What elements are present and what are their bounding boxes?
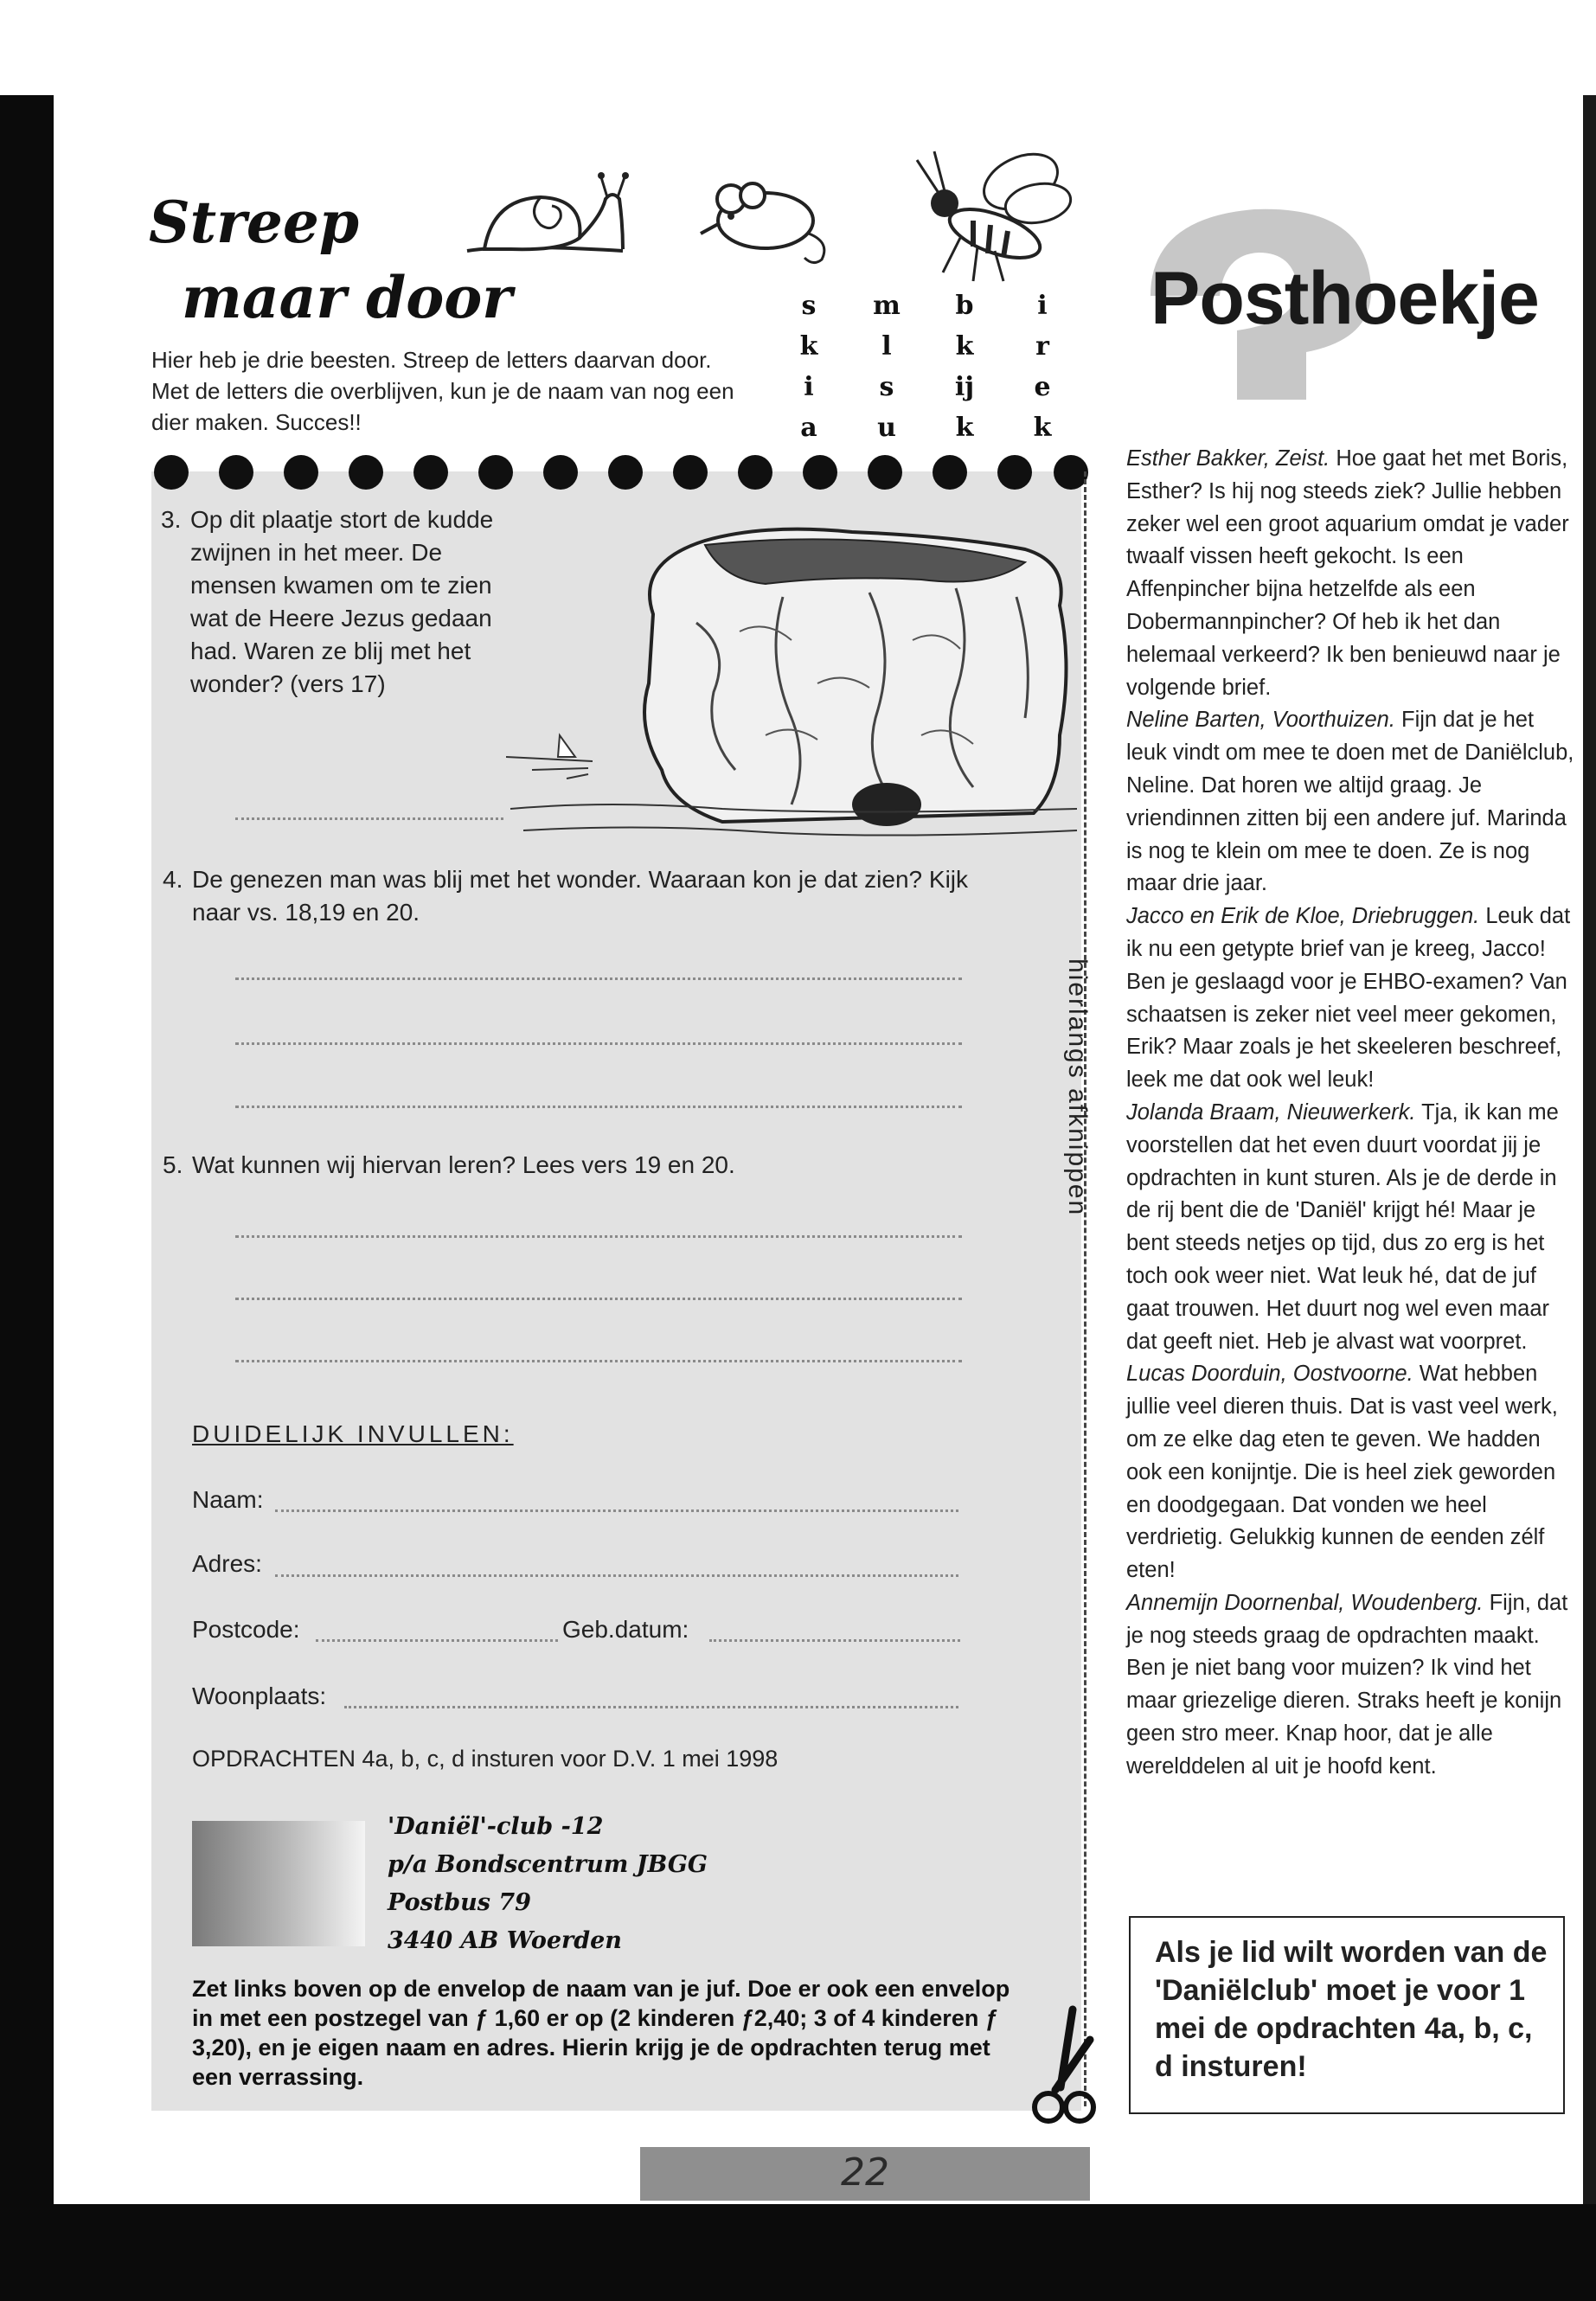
question-4 xyxy=(163,863,988,929)
answer-line-4a[interactable] xyxy=(235,977,962,980)
question-number: 5. xyxy=(163,1151,183,1178)
answer-line-4c[interactable] xyxy=(235,1106,962,1108)
mailing-address xyxy=(388,1808,708,1960)
letter-author: Neline Barten, Voorthuizen. xyxy=(1126,708,1395,733)
name-label: Naam: xyxy=(192,1486,264,1513)
letter-reply: Leuk dat ik nu een getypte brief van je kreeg, Jacco! Ben je geslaagd voor je EHBO-examen? Van schaatsen is zeker niet veel meer gekomen, Erik? Maar zoals je het skeeleren beschreef, leek me dat ook wel leuk! xyxy=(1126,904,1571,1093)
letter-cell: e xyxy=(1034,372,1051,402)
divider-dot xyxy=(154,455,189,490)
letter-reply: Fijn, dat je nog steeds graag de opdrachten maakt. Ben je niet bang voor muizen? Ik vind het maar griezelige dieren. Straks heeft je konijn geen stro meer. Knap hoor, dat je alle werelddelen al uit je hoofd kent. xyxy=(1126,1590,1568,1779)
address-label: Adres: xyxy=(192,1550,262,1577)
page-number-bar xyxy=(640,2147,1090,2201)
letter-entry xyxy=(1126,1097,1576,1358)
letter-column-4 xyxy=(1016,285,1068,448)
scan-right-border xyxy=(1583,95,1596,2206)
birthdate-field[interactable] xyxy=(709,1639,960,1642)
letter-author: Jolanda Braam, Nieuwerkerk. xyxy=(1126,1099,1416,1125)
bee-icon xyxy=(891,134,1090,285)
divider-dot xyxy=(608,455,643,490)
letter-entry xyxy=(1126,901,1576,1097)
puzzle-intro: Hier heb je drie beesten. Streep de letters daarvan door. Met de letters die overblijven, kun je de naam van nog een dier maken. Succes!! xyxy=(151,347,734,435)
form-heading: DUIDELIJK INVULLEN: xyxy=(192,1420,514,1447)
postcode-field[interactable] xyxy=(316,1639,558,1642)
letter-cell: i xyxy=(804,372,814,402)
question-3 xyxy=(161,503,528,701)
address-line: p/a Bondscentrum JBGG xyxy=(388,1851,708,1878)
send-instructions: OPDRACHTEN 4a, b, c, d insturen voor D.V. 1 mei 1998 xyxy=(192,1746,779,1772)
membership-box xyxy=(1129,1916,1565,2114)
letter-cell: i xyxy=(1037,291,1048,321)
question-text: De genezen man was blij met het wonder. Waaraan kon je dat zien? Kijk naar vs. 18,19 en 20. xyxy=(192,866,969,926)
letter-cell: a xyxy=(800,413,817,443)
address-gradient-box xyxy=(192,1821,365,1946)
letter-reply: Fijn dat je het leuk vindt om mee te doen met de Daniëlclub, Neline. Dat horen we altijd graag. Je vriendinnen zitten bij een andere juf. Marinda is nog te klein om mee te doen. Ze is nog maar drie jaar. xyxy=(1126,708,1574,896)
question-number: 4. xyxy=(163,866,183,893)
letter-author: Esther Bakker, Zeist. xyxy=(1126,446,1330,471)
letter-cell: k xyxy=(799,331,818,362)
letter-entry xyxy=(1126,1587,1576,1784)
divider-dot xyxy=(933,455,967,490)
letter-cell: s xyxy=(879,372,894,402)
membership-text: Als je lid wilt worden van de 'Daniëlclub' moet je voor 1 mei de opdrachten 4a, b, c, d insturen! xyxy=(1155,1936,1548,2083)
letter-cell: ij xyxy=(954,372,975,402)
letter-entry xyxy=(1126,704,1576,901)
page-number: 22 xyxy=(841,2150,889,2195)
letter-column-1 xyxy=(783,285,835,448)
letter-cell: l xyxy=(881,331,892,362)
scan-left-border xyxy=(0,95,54,2206)
letters-column xyxy=(1126,443,1576,1784)
letter-cell: k xyxy=(955,331,974,362)
dot-divider xyxy=(154,455,1088,498)
letter-author: Lucas Doorduin, Oostvoorne. xyxy=(1126,1362,1413,1387)
divider-dot xyxy=(868,455,902,490)
letter-entry xyxy=(1126,1358,1576,1587)
divider-dot xyxy=(284,455,318,490)
divider-dot xyxy=(478,455,513,490)
divider-dot xyxy=(673,455,708,490)
scan-bottom-border xyxy=(0,2204,1596,2301)
envelope-footnote: Zet links boven op de envelop de naam van je juf. Doe er ook een envelop in met een postzegel van ƒ 1,60 er op (2 kinderen ƒ2,40; 3 of 4 kinderen ƒ 3,20), en je eigen naam en adres. Hierin krijg je de opdrachten terug met een verrassing. xyxy=(192,1976,1010,2090)
puzzle-title-line1: Streep xyxy=(149,189,360,256)
divider-dot xyxy=(997,455,1032,490)
birthdate-label: Geb.datum: xyxy=(562,1616,689,1643)
address-line: 'Daniël'-club -12 xyxy=(388,1813,604,1840)
letter-cell: r xyxy=(1035,331,1049,362)
question-text: Wat kunnen wij hiervan leren? Lees vers 19 en 20. xyxy=(192,1151,735,1178)
mouse-icon xyxy=(683,173,839,268)
city-field[interactable] xyxy=(344,1706,958,1708)
posthoekje-title: Posthoekje xyxy=(1151,257,1539,340)
question-5 xyxy=(163,1149,988,1182)
letter-cell: m xyxy=(873,291,901,321)
name-field[interactable] xyxy=(275,1509,958,1512)
scissors-icon xyxy=(1019,2005,1106,2126)
letter-author: Annemijn Doornenbal, Woudenberg. xyxy=(1126,1590,1484,1615)
letter-reply: Hoe gaat het met Boris, Esther? Is hij nog steeds ziek? Jullie hebben zeker wel een groot aquarium omdat je vader twaalf vissen heeft gekocht. Is een Affenpincher bijna hetzelfde als een Dobermannpincher? Of heb ik het dan helemaal verkeerd? Ik ben benieuwd naar je volgende brief. xyxy=(1126,446,1569,700)
postcode-label: Postcode: xyxy=(192,1616,300,1643)
divider-dot xyxy=(413,455,448,490)
letter-cell: s xyxy=(801,291,817,321)
divider-dot xyxy=(738,455,772,490)
divider-dot xyxy=(349,455,383,490)
letter-grid xyxy=(783,285,1077,458)
scan-top-margin xyxy=(0,0,1596,95)
letter-reply: Tja, ik kan me voorstellen dat het even duurt voordat jij je opdrachten in kunt sturen. Als je de derde in de rij bent die de 'Daniël' krijgt hé! Maar je bent steeds netjes op tijd, dus zo erg is het toch ook weer niet. Wat leuk hé, dat de juf gaat trouwen. Het duurt nog wel even maar dat geeft niet. Heb je alvast wat voorpret. xyxy=(1126,1099,1559,1354)
letter-column-2 xyxy=(861,285,913,448)
letter-author: Jacco en Erik de Kloe, Driebruggen. xyxy=(1126,904,1480,929)
answer-line-4b[interactable] xyxy=(235,1042,962,1045)
puzzle-title-line2: maar door xyxy=(182,264,513,331)
snail-icon xyxy=(458,164,649,268)
letter-entry xyxy=(1126,443,1576,704)
address-field[interactable] xyxy=(275,1574,958,1577)
divider-dot xyxy=(1054,455,1088,490)
question-text: Op dit plaatje stort de kudde zwijnen in het meer. De mensen kwamen om te zien wat de Heere Jezus gedaan had. Waren ze blij met het wonder? (vers 17) xyxy=(190,506,494,697)
address-line: 3440 AB Woerden xyxy=(388,1927,622,1954)
question-number: 3. xyxy=(161,506,182,533)
cut-line xyxy=(1084,471,1086,2106)
cut-label: hierlangs afknippen xyxy=(1063,958,1092,1217)
divider-dot xyxy=(543,455,578,490)
answer-line-5a[interactable] xyxy=(235,1235,962,1238)
answer-line-5b[interactable] xyxy=(235,1298,962,1300)
divider-dot xyxy=(803,455,837,490)
letter-cell: k xyxy=(955,413,974,443)
address-line: Postbus 79 xyxy=(388,1889,531,1916)
letter-cell: u xyxy=(877,413,896,443)
answer-line-3[interactable] xyxy=(235,817,503,820)
divider-dot xyxy=(219,455,253,490)
cliff-illustration xyxy=(506,510,1086,856)
answer-line-5c[interactable] xyxy=(235,1360,962,1362)
letter-column-3 xyxy=(939,285,990,448)
letter-cell: b xyxy=(955,291,974,321)
letter-reply: Wat hebben jullie veel dieren thuis. Dat is vast veel werk, om ze elke dag eten te geven. We hadden ook een konijntje. Die is heel ziek geworden en doodgegaan. Dat vonden we heel verdrietig. Gelukkig kunnen de eenden zélf eten! xyxy=(1126,1362,1558,1583)
letter-cell: k xyxy=(1033,413,1052,443)
city-label: Woonplaats: xyxy=(192,1682,327,1709)
